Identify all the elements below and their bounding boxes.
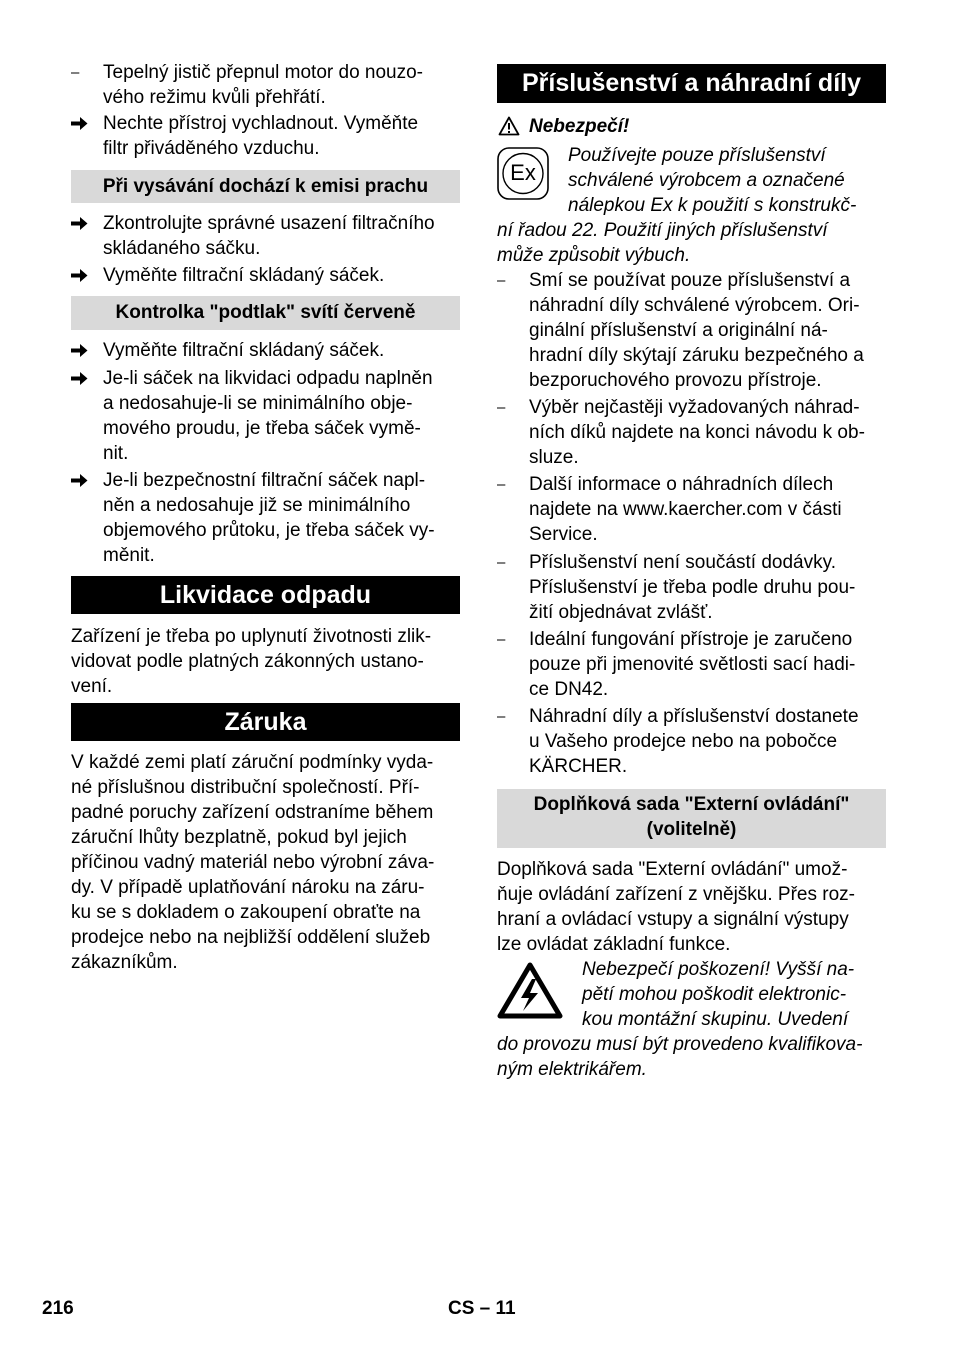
arrow-right-icon: [71, 211, 97, 231]
dash-marker: –: [497, 708, 506, 725]
list-item: [497, 550, 886, 625]
arrow-right-icon: [71, 468, 97, 488]
list-item: [497, 395, 886, 470]
zaruka-paragraph: V každé zemi platí záruční podmínky vyda- né příslušnou distribuční společností. Pří- padné poruchy zařízení odstraníme během záruční lhůty bezplatně, pokud byl jejich příčinou vadný materiál nebo výrobní záva- dy. V případě uplatňování nároku na záru- ku se s dokladem o zakoupení obraťte na prodejce nebo na nejbližší oddělení služeb zákazníkům.: [71, 752, 435, 973]
danger-label: Nebezpečí!: [529, 116, 630, 137]
list-item-text: Je-li sáček na likvidaci odpadu naplněn a nedosahuje-li se minimálního obje- mového proudu, je třeba sáček vymě- nit.: [103, 368, 433, 464]
dash-marker: –: [71, 64, 80, 81]
list-item-text: Vyměňte filtrační skládaný sáček.: [103, 265, 385, 286]
likvidace-paragraph: Zařízení je třeba po uplynutí životnosti zlik- vidovat podle platných zákonných ustano- vení.: [71, 626, 432, 697]
list-item: [71, 111, 460, 161]
ex-warning-text-cont: ní řadou 22. Použití jiných příslušenství může způsobit výbuch.: [497, 220, 828, 266]
electric-warning-text: Nebezpečí poškození! Vyšší na- pětí mohou poškodit elektronic- kou montážní skupinu. Uvedení: [582, 959, 855, 1030]
list-item-text: Zkontrolujte správné usazení filtračního skládaného sáčku.: [103, 213, 435, 259]
list-item: [71, 60, 460, 110]
section-heading-sada: Doplňková sada "Externí ovládání" (volitelně): [497, 789, 886, 848]
list-item: [497, 627, 886, 702]
warning-triangle-icon: [498, 116, 520, 136]
section-heading-zaruka: Záruka: [71, 703, 460, 741]
ex-explosion-icon: [497, 147, 549, 200]
list-item: [497, 472, 886, 547]
dash-marker: –: [497, 272, 506, 289]
list-item: [497, 704, 886, 779]
list-item-text: Příslušenství není součástí dodávky. Příslušenství je třeba podle druhu pou- žití objednávat zvlášť.: [529, 552, 856, 623]
dash-marker: –: [497, 399, 506, 416]
list-item: [497, 268, 886, 393]
arrow-right-icon: [71, 366, 97, 386]
dash-marker: –: [497, 631, 506, 648]
list-item: [71, 263, 460, 288]
list-item-text: Výběr nejčastěji vyžadovaných náhrad- ních díků najdete na konci návodu k ob- sluze.: [529, 397, 865, 468]
section-heading-likvidace: Likvidace odpadu: [71, 576, 460, 614]
section-label: CS – 11: [448, 1298, 516, 1319]
list-item: [71, 211, 460, 261]
dash-marker: –: [497, 476, 506, 493]
list-item-text: Nechte přístroj vychladnout. Vyměňte filtr přiváděného vzduchu.: [103, 113, 419, 159]
high-voltage-icon: [497, 962, 563, 1019]
list-item: [71, 338, 460, 363]
list-item-text: Další informace o náhradních dílech najdete na www.kaercher.com v části Service.: [529, 474, 842, 545]
sada-paragraph: Doplňková sada "Externí ovládání" umož- ňuje ovládání zařízení z vnějšku. Přes roz- hraní a ovládací vstupy a signální výstupy lze ovládat základní funkce.: [497, 859, 856, 955]
list-item-text: Ideální fungování přístroje je zaručeno pouze při jmenovité světlosti sací hadi- ce DN42.: [529, 629, 856, 700]
list-item: [71, 366, 460, 466]
section-heading-prislusenstvi: Příslušenství a náhradní díly: [497, 64, 886, 103]
arrow-right-icon: [71, 338, 97, 358]
arrow-right-icon: [71, 263, 97, 283]
list-item-text: Je-li bezpečnostní filtrační sáček napl- něn a nedosahuje již se minimálního objemového průtoku, je třeba sáček vy- měnit.: [103, 470, 435, 566]
ex-warning-text: Používejte pouze příslušenství schválené výrobcem a označené nálepkou Ex k použití s konstrukč-: [568, 145, 857, 216]
arrow-right-icon: [71, 111, 97, 131]
list-item: [71, 468, 460, 568]
danger-row: [497, 114, 886, 139]
dash-marker: –: [497, 554, 506, 571]
ex-symbol: Ex: [510, 160, 536, 185]
electric-warning-text-cont: do provozu musí být provedeno kvalifikova- ným elektrikářem.: [497, 1034, 863, 1080]
list-item-text: Tepelný jistič přepnul motor do nouzo- vého režimu kvůli přehřátí.: [103, 62, 424, 108]
list-item-text: Smí se používat pouze příslušenství a náhradní díly schválené výrobcem. Ori- ginální příslušenství a originální ná- hradní díly skýtají záruku bezpečného a bezporuchového provozu přístroje.: [529, 270, 864, 391]
page-number: 216: [42, 1298, 74, 1319]
list-item-text: Vyměňte filtrační skládaný sáček.: [103, 340, 385, 361]
list-item-text: Náhradní díly a příslušenství dostanete u Vašeho prodejce nebo na pobočce KÄRCHER.: [529, 706, 859, 777]
section-heading-emise: Při vysávání dochází k emisi prachu: [71, 170, 460, 203]
section-heading-podtlak: Kontrolka "podtlak" svítí červeně: [71, 296, 460, 330]
